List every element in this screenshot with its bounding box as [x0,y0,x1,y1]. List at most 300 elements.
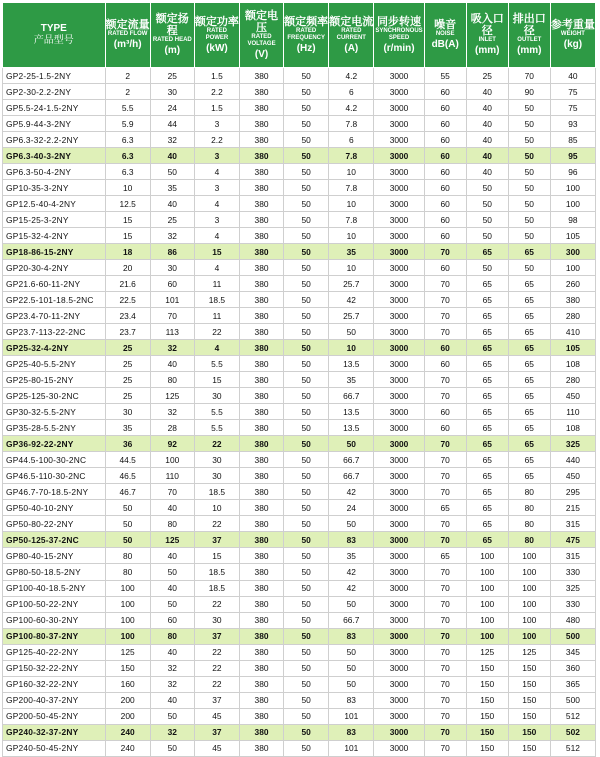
value-cell: 46.7 [105,484,150,500]
value-cell: 1.5 [194,68,239,84]
value-cell: 380 [239,404,283,420]
value-cell: 380 [239,468,283,484]
value-cell: 100 [466,612,508,628]
value-cell: 40 [466,116,508,132]
table-row [3,644,596,660]
value-cell: 125 [105,644,150,660]
value-cell: 70 [424,580,466,596]
value-cell: 18 [105,244,150,260]
value-cell: 40 [150,356,194,372]
value-cell: 66.7 [329,468,374,484]
value-cell: 50 [508,212,550,228]
table-row [3,580,596,596]
value-cell: 55 [424,68,466,84]
value-cell: 25 [466,68,508,84]
model-cell: GP15-32-4-2NY [3,228,106,244]
value-cell: 32 [150,228,194,244]
header-unit: (V) [254,48,269,60]
value-cell: 50 [466,228,508,244]
value-cell: 60 [424,116,466,132]
header-rated-power [194,3,239,68]
value-cell: 150 [508,692,550,708]
value-cell: 380 [239,84,283,100]
value-cell: 50 [284,148,329,164]
table-row [3,660,596,676]
value-cell: 80 [150,516,194,532]
value-cell: 240 [105,724,150,740]
table-row-highlighted [3,436,596,452]
value-cell: 32 [150,724,194,740]
header-label: 吸入口径 [470,13,504,37]
value-cell: 380 [239,340,283,356]
value-cell: 50 [284,612,329,628]
value-cell: 345 [550,644,595,660]
value-cell: 50 [508,196,550,212]
value-cell: 100 [105,612,150,628]
value-cell: 60 [424,164,466,180]
value-cell: 30 [194,388,239,404]
model-cell: GP5.5-24-1.5-2NY [3,100,106,116]
value-cell: 105 [550,340,595,356]
value-cell: 65 [466,244,508,260]
value-cell: 7.8 [329,116,374,132]
table-row [3,164,596,180]
value-cell: 40 [150,148,194,164]
value-cell: 50 [284,388,329,404]
value-cell: 50 [284,660,329,676]
value-cell: 3000 [374,196,424,212]
value-cell: 512 [550,740,595,756]
value-cell: 35 [150,180,194,196]
value-cell: 3 [194,148,239,164]
value-cell: 65 [466,276,508,292]
value-cell: 50 [284,692,329,708]
value-cell: 3000 [374,100,424,116]
value-cell: 6.3 [105,132,150,148]
header-sublabel: RATED FLOW [107,31,148,37]
model-cell: GP23.4-70-11-2NY [3,308,106,324]
value-cell: 15 [194,244,239,260]
value-cell: 380 [239,276,283,292]
value-cell: 12.5 [105,196,150,212]
value-cell: 380 [550,292,595,308]
value-cell: 22 [194,676,239,692]
value-cell: 75 [550,100,595,116]
value-cell: 22 [194,596,239,612]
table-row [3,324,596,340]
value-cell: 4 [194,196,239,212]
value-cell: 380 [239,740,283,756]
value-cell: 86 [150,244,194,260]
value-cell: 4.2 [329,100,374,116]
value-cell: 3000 [374,164,424,180]
value-cell: 50 [284,564,329,580]
header-rated-flow [105,3,150,68]
value-cell: 65 [508,308,550,324]
value-cell: 37 [194,724,239,740]
value-cell: 100 [550,196,595,212]
value-cell: 24 [329,500,374,516]
value-cell: 2 [105,84,150,100]
value-cell: 380 [239,244,283,260]
model-cell: GP44.5-100-30-2NC [3,452,106,468]
value-cell: 3000 [374,564,424,580]
value-cell: 2.2 [194,84,239,100]
value-cell: 5.5 [194,356,239,372]
value-cell: 60 [424,180,466,196]
value-cell: 46.5 [105,468,150,484]
value-cell: 60 [424,356,466,372]
value-cell: 70 [424,388,466,404]
value-cell: 10 [329,164,374,180]
model-cell: GP10-35-3-2NY [3,180,106,196]
value-cell: 3000 [374,260,424,276]
value-cell: 380 [239,724,283,740]
value-cell: 70 [150,308,194,324]
value-cell: 100 [466,548,508,564]
value-cell: 40 [466,84,508,100]
value-cell: 100 [508,596,550,612]
value-cell: 315 [550,548,595,564]
value-cell: 25 [105,356,150,372]
header-label: 额定扬程 [155,13,189,37]
value-cell: 13.5 [329,404,374,420]
value-cell: 380 [239,116,283,132]
value-cell: 50 [329,436,374,452]
value-cell: 50 [284,84,329,100]
model-cell: GP15-25-3-2NY [3,212,106,228]
table-row [3,692,596,708]
value-cell: 11 [194,308,239,324]
value-cell: 100 [466,580,508,596]
value-cell: 380 [239,260,283,276]
value-cell: 3000 [374,500,424,516]
value-cell: 66.7 [329,388,374,404]
value-cell: 50 [284,324,329,340]
model-cell: GP50-80-22-2NY [3,516,106,532]
value-cell: 125 [466,644,508,660]
header-sublabel: RATED POWER [205,27,229,41]
value-cell: 3000 [374,68,424,84]
value-cell: 3000 [374,132,424,148]
value-cell: 15 [105,212,150,228]
value-cell: 360 [550,660,595,676]
value-cell: 150 [508,740,550,756]
value-cell: 7.8 [329,180,374,196]
value-cell: 65 [508,292,550,308]
model-cell: GP200-40-37-2NY [3,692,106,708]
value-cell: 380 [239,676,283,692]
value-cell: 15 [105,228,150,244]
value-cell: 100 [508,548,550,564]
value-cell: 70 [424,516,466,532]
value-cell: 65 [466,308,508,324]
table-row [3,308,596,324]
value-cell: 380 [239,180,283,196]
value-cell: 4.2 [329,68,374,84]
value-cell: 7.8 [329,212,374,228]
header-noise [424,3,466,68]
value-cell: 50 [284,516,329,532]
value-cell: 380 [239,628,283,644]
header-rated-voltage [239,3,283,68]
model-cell: GP150-32-22-2NY [3,660,106,676]
value-cell: 50 [284,436,329,452]
value-cell: 50 [284,548,329,564]
value-cell: 30 [105,404,150,420]
value-cell: 380 [239,644,283,660]
value-cell: 25.7 [329,276,374,292]
value-cell: 60 [424,404,466,420]
value-cell: 110 [550,404,595,420]
model-cell: GP160-32-22-2NY [3,676,106,692]
value-cell: 10 [329,228,374,244]
value-cell: 50 [466,260,508,276]
header-sublabel: RATED FREQUENCY [287,27,325,41]
value-cell: 60 [424,148,466,164]
value-cell: 42 [329,292,374,308]
value-cell: 60 [150,612,194,628]
value-cell: 3000 [374,580,424,596]
value-cell: 23.4 [105,308,150,324]
header-unit: (mm) [517,45,542,56]
value-cell: 330 [550,564,595,580]
value-cell: 32 [150,132,194,148]
value-cell: 30 [194,468,239,484]
value-cell: 3000 [374,436,424,452]
header-label: 额定电压 [245,9,279,34]
value-cell: 100 [105,596,150,612]
value-cell: 3000 [374,692,424,708]
value-cell: 60 [424,84,466,100]
value-cell: 80 [150,628,194,644]
table-row [3,292,596,308]
value-cell: 42 [329,484,374,500]
table-row [3,356,596,372]
value-cell: 22 [194,660,239,676]
value-cell: 2 [105,68,150,84]
value-cell: 100 [105,628,150,644]
value-cell: 50 [284,68,329,84]
value-cell: 18.5 [194,292,239,308]
value-cell: 380 [239,292,283,308]
model-cell: GP25-40-5.5-2NY [3,356,106,372]
value-cell: 25 [150,68,194,84]
value-cell: 50 [508,260,550,276]
value-cell: 380 [239,564,283,580]
value-cell: 40 [150,548,194,564]
value-cell: 83 [329,724,374,740]
value-cell: 70 [424,612,466,628]
model-cell: GP25-125-30-2NC [3,388,106,404]
value-cell: 50 [284,228,329,244]
value-cell: 50 [284,260,329,276]
value-cell: 300 [550,244,595,260]
model-cell: GP200-50-45-2NY [3,708,106,724]
value-cell: 40 [150,196,194,212]
value-cell: 380 [239,228,283,244]
value-cell: 32 [150,676,194,692]
value-cell: 65 [466,500,508,516]
value-cell: 512 [550,708,595,724]
value-cell: 50 [284,212,329,228]
value-cell: 18.5 [194,580,239,596]
value-cell: 380 [239,68,283,84]
value-cell: 30 [194,452,239,468]
value-cell: 50 [466,212,508,228]
value-cell: 410 [550,324,595,340]
value-cell: 50 [508,100,550,116]
header-label: 同步转速 [377,15,421,28]
value-cell: 6.3 [105,148,150,164]
value-cell: 50 [284,596,329,612]
table-row [3,708,596,724]
value-cell: 150 [466,660,508,676]
header-unit: (m³/h) [113,39,142,50]
value-cell: 3000 [374,484,424,500]
value-cell: 75 [550,84,595,100]
model-cell: GP2-25-1.5-2NY [3,68,106,84]
value-cell: 3000 [374,356,424,372]
value-cell: 25.7 [329,308,374,324]
value-cell: 5.5 [105,100,150,116]
value-cell: 3000 [374,724,424,740]
value-cell: 380 [239,436,283,452]
value-cell: 380 [239,548,283,564]
value-cell: 325 [550,436,595,452]
value-cell: 3000 [374,516,424,532]
value-cell: 50 [284,404,329,420]
table-row [3,276,596,292]
value-cell: 65 [508,404,550,420]
value-cell: 95 [550,148,595,164]
value-cell: 92 [150,436,194,452]
value-cell: 30 [150,84,194,100]
table-row [3,548,596,564]
value-cell: 65 [508,276,550,292]
value-cell: 100 [508,580,550,596]
value-cell: 380 [239,692,283,708]
value-cell: 65 [508,372,550,388]
header-rated-current [329,3,374,68]
value-cell: 108 [550,420,595,436]
model-cell: GP80-50-18.5-2NY [3,564,106,580]
header-unit: (mm) [475,45,500,56]
value-cell: 83 [329,628,374,644]
value-cell: 50 [329,676,374,692]
value-cell: 280 [550,372,595,388]
value-cell: 380 [239,100,283,116]
value-cell: 65 [424,500,466,516]
value-cell: 37 [194,532,239,548]
value-cell: 50 [284,276,329,292]
value-cell: 6 [329,132,374,148]
value-cell: 295 [550,484,595,500]
value-cell: 35 [329,372,374,388]
value-cell: 70 [424,244,466,260]
header-rated-frequency [284,3,329,68]
value-cell: 11 [194,276,239,292]
value-cell: 50 [329,596,374,612]
header-sublabel: NOISE [435,31,455,37]
value-cell: 50 [284,708,329,724]
value-cell: 380 [239,516,283,532]
value-cell: 125 [150,388,194,404]
value-cell: 380 [239,596,283,612]
value-cell: 3000 [374,468,424,484]
value-cell: 35 [329,548,374,564]
value-cell: 50 [284,500,329,516]
table-row [3,180,596,196]
value-cell: 70 [424,468,466,484]
value-cell: 65 [466,404,508,420]
value-cell: 24 [150,100,194,116]
value-cell: 200 [105,692,150,708]
value-cell: 70 [424,596,466,612]
value-cell: 50 [284,244,329,260]
value-cell: 70 [424,628,466,644]
header-sublabel: OUTLET [517,37,542,43]
header-unit: (A) [344,42,359,54]
table-row [3,740,596,756]
header-unit: (kg) [563,39,583,50]
value-cell: 70 [424,660,466,676]
value-cell: 100 [508,628,550,644]
value-cell: 83 [329,532,374,548]
value-cell: 150 [466,708,508,724]
value-cell: 25 [105,340,150,356]
value-cell: 3000 [374,644,424,660]
value-cell: 50 [284,100,329,116]
value-cell: 60 [424,260,466,276]
value-cell: 80 [508,516,550,532]
value-cell: 215 [550,500,595,516]
header-synchronous-speed [374,3,424,68]
value-cell: 50 [284,292,329,308]
table-row [3,196,596,212]
header-sublabel: RATED CURRENT [336,27,366,41]
model-cell: GP2-30-2.2-2NY [3,84,106,100]
value-cell: 35 [329,244,374,260]
value-cell: 50 [150,564,194,580]
value-cell: 3000 [374,404,424,420]
value-cell: 50 [284,484,329,500]
value-cell: 3000 [374,228,424,244]
value-cell: 70 [424,644,466,660]
model-cell: GP100-50-22-2NY [3,596,106,612]
value-cell: 70 [424,452,466,468]
value-cell: 6.3 [105,164,150,180]
value-cell: 80 [150,372,194,388]
model-cell: GP6.3-50-4-2NY [3,164,106,180]
header-unit: (r/min) [383,42,415,54]
value-cell: 10 [329,340,374,356]
value-cell: 22.5 [105,292,150,308]
value-cell: 5.9 [105,116,150,132]
value-cell: 7.8 [329,148,374,164]
value-cell: 30 [150,260,194,276]
table-row [3,516,596,532]
value-cell: 3000 [374,116,424,132]
value-cell: 325 [550,580,595,596]
table-row [3,260,596,276]
value-cell: 3000 [374,452,424,468]
value-cell: 65 [508,244,550,260]
value-cell: 70 [150,484,194,500]
model-cell: GP6.3-40-3-2NY [3,148,106,164]
value-cell: 50 [284,164,329,180]
header-row [3,3,596,68]
